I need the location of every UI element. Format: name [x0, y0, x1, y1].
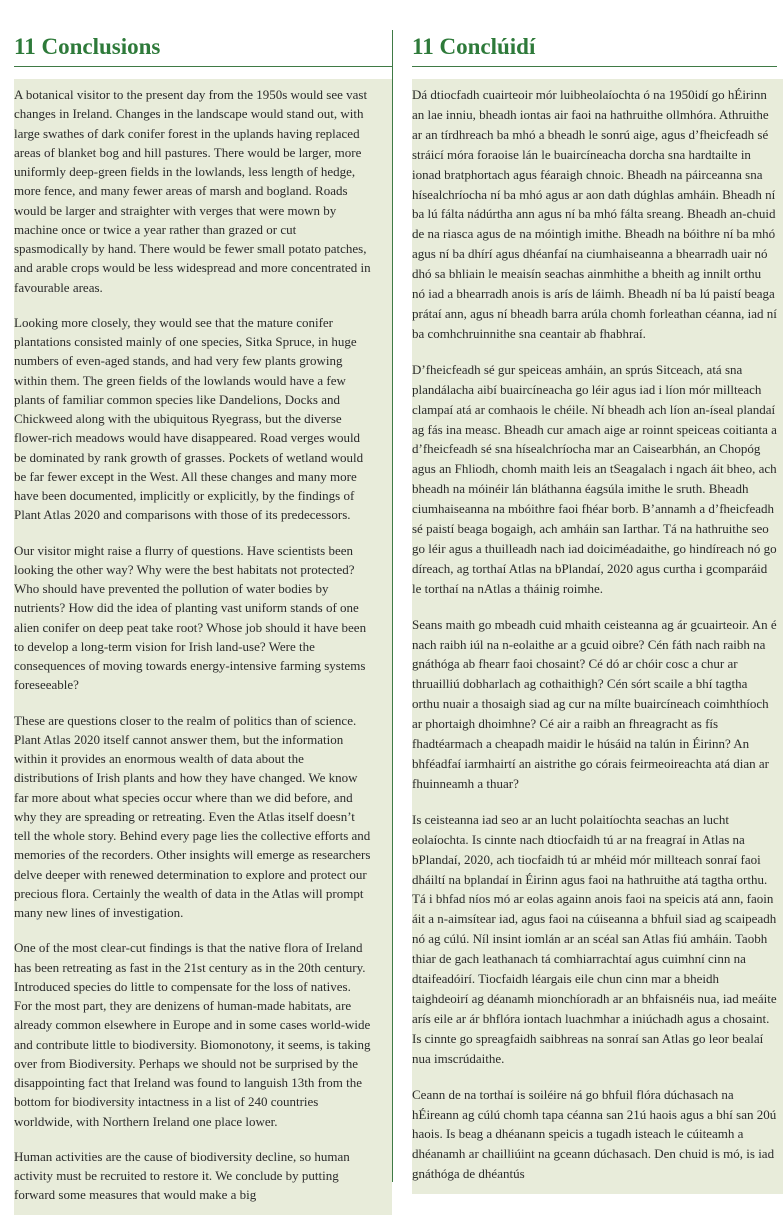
irish-paragraph-4: Is ceisteanna iad seo ar an lucht polaitíochta seachas an lucht eolaíochta. Is cinnte nach dtiocfaidh tú ar na freagraí in Atlas na bPlandaí, 2020, ach tiocfaidh tú ar mhéid mór millteach sonraí faoi dháiltí na bplandaí in Éirinn agus faoi na hathruithe atá tagtha orthu. Tá i bhfad níos mó ar eolas againn anois faoi na speicis atá ann, faoin áit a n-aimsítear iad, agus faoi na cúiseanna a bhfuil siad ag scaipeadh nó ag cúlú. Níl insint iomlán ar an scéal san Atlas fiú amháin. Taobh thiar de gach leathanach tá comhiarrachtaí agus cuimhní cinn na dtaifeadóirí. Tiocfaidh léargais eile chun cinn mar a bheidh taighdeoirí ag déanamh mionchíoradh ar an bhfaisnéis nua, iad meáite arís eile ar ár bhflóra iontach luachmhar a iniúchadh agus a chosaint. Is cinnte go spreagfaidh saibhreas na sonraí san Atlas go leor bealaí nua imscrúdaithe. — [412, 811, 777, 1066]
irish-column — [392, 0, 783, 1200]
english-paragraph-6: Human activities are the cause of biodiversity decline, so human activity must be recruited to restore it. We conclude by putting forward some measures that would make a big — [14, 1148, 350, 1203]
irish-heading: 11 Conclúidí — [412, 34, 536, 59]
english-heading: 11 Conclusions — [14, 34, 161, 59]
irish-paragraph-2: D’fheicfeadh sé gur speiceas amháin, an sprús Sitceach, atá sna plandálacha aibí buaircíneacha go léir agus iad i líon mór millteach clampaí atá ar comhaois le chéile. Ní bheadh ach líon an-íseal plandaí ag fás ina measc. Bheadh cur amach aige ar roinnt speiceas coitianta a d’fheicfeadh sé sna hísealchríocha mar an Caisearbhán, an Chopóg agus an Fhliodh, chomh maith leis an tSeagalach i ngach áit bheo, ach bheadh na móinéir lán bláthanna éagsúla imithe le sruth. Bheadh ciumhaiseanna na mbóithre faoi fhéar borb. B’annamh a d’fheicfeadh sé paistí beaga bogaigh, ach amháin san Iarthar. Tá na hathruithe seo go léir agus a thuilleadh nach iad doiciméadaithe, go hindíreach nó go díreach, ag torthaí Atlas na bPlandaí, 2020 agus curtha i gcomparáid le torthaí na nAtlas a tháinig roimhe. — [412, 361, 777, 596]
english-paragraph-2: Looking more closely, they would see that the mature conifer plantations consisted mainly of one species, Sitka Spruce, in huge numbers of even-aged stands, and had very few plants growing within them. The green fields of the lowlands would have a few plants of familiar common species like Dandelions, Docks and Chickweed along with the ubiquitous Ryegrass, but the diverse flower-rich meadows would have disappeared. Road verges would be dominated by rank growth of grasses. Pockets of wetland would be far fewer except in the West. All these changes and many more have been documented, implicitly or explicitly, by the findings of Plant Atlas 2020 and comparisons with those of its predecessors. — [14, 314, 364, 523]
irish-paragraph-3: Seans maith go mbeadh cuid mhaith ceisteanna ag ár gcuairteoir. An é nach raibh iúl na n-eolaithe ar a gcuid oibre? Cén fáth nach raibh na gnáthóga ab fhearr faoi chosaint? Cé dó ar chóir cosc a chur ar thruailliú dobharlach ag cothaithigh? Cén sórt scaile a bhí tagtha orthu nuair a thosaigh siad ag cur na mílte buaircíneach coimhthíoch ar phortaigh dhoimhne? Cé air a raibh an fhreagracht as fís fhadtéarmach a cheapadh maidir le húsáid na talún in Éirinn? An bhféadfaí iarmhairtí an aistrithe go córais feirmeoireachta atá dian ar fhuinneamh a thuar? — [412, 616, 777, 791]
english-paragraph-5: One of the most clear-cut findings is that the native flora of Ireland has been retreating as fast in the 21st century as in the 20th century. Introduced species do little to compensate for the loss of natives. For the most part, they are denizens of human-made habitats, are already common elsewhere in Europe and in some cases world-wide and contribute little to biodiversity. Biomonotony, it seems, is taking over from Biodiversity. Perhaps we should not be surprised by the disappointing fact that Ireland was found to languish 13th from the bottom for biodiversity intactness in a list of 240 countries worldwide, with Northern Ireland one place lower. — [14, 940, 371, 1129]
english-heading-rule — [14, 66, 392, 67]
irish-paragraph-1: Dá dtiocfadh cuairteoir mór luibheolaíochta ó na 1950idí go hÉirinn an lae inniu, bheadh iontas air faoi na hathruithe ollmhóra. Athruithe ar an tírdhreach ba mhó a bheadh le sonrú aige, agus d’fheicfeadh sé stráicí móra foraoise lán le buaircíneacha dorcha sna hardtailte in ionad bratphortach agus féaraigh chnoic. Bheadh na páirceanna sna hísealchríocha ní ba mhó agus ar aon dath dúghlas amháin. Bheadh ní ba lú fálta nádúrtha ann agus ní ba mhó fálta sreang. Bheadh an-chuid de na riasca agus de na móintigh imithe. Bheadh na bóithre ní ba mhó agus ní ba dhírí agus dhéanfaí na ciumhaiseanna a bhearradh uair nó dhó sa bhliain le meaisín seachas ainmhithe a bheith ag innilt orthu nó iad a bhearradh anois is arís de láimh. Bheadh ní ba lú paistí beaga prátaí ann, agus ní bheadh barra arúla chomh forleathan céanna, iad ní ba comhchruinnithe sna ceantair ab fhabhraí. — [412, 87, 777, 341]
irish-heading-rule — [412, 66, 777, 67]
english-text-box — [14, 79, 392, 1215]
english-column — [0, 0, 392, 1203]
english-paragraph-1: A botanical visitor to the present day from the 1950s would see vast changes in Ireland. Changes in the landscape would stand out, with large swathes of dark conifer forest in the uplands having replaced areas of blanket bog and hill pastures. There would be larger, more uniformly deep-green fields in the lowlands, less length of hedge, more fence, and many fewer areas of marsh and bogland. Roads would be larger and straighter with verges that were mown by machine once or twice a year rather than grazed or cut spasmodically by hand. There would be fewer small potato patches, and arable crops would be less widespread and more concentrated in favourable areas. — [14, 87, 371, 295]
english-paragraph-3: Our visitor might raise a flurry of questions. Have scientists been looking the other way? Why were the best habitats not protected? Who should have prevented the pollution of water bodies by nutrients? How did the idea of planting vast uniform stands of one alien conifer on deep peat take root? Whose job should it have been to develop a long-term vision for Irish land-use? Were the consequences of moving towards energy-intensive farming systems foreseeable? — [14, 542, 367, 693]
english-paragraph-4: These are questions closer to the realm of politics than of science. Plant Atlas 2020 itself cannot answer them, but the information within it provides an enormous wealth of data about the distributions of Irish plants and how they have changed. We know far more about what species occur where than we did before, and why they are spreading or retreating. Even the Atlas itself doesn’t tell the whole story. Behind every page lies the collective efforts and memories of the recorders. Other insights will emerge as researchers delve deeper with renewed determination to explore and protect our precious flora. Certainly the wealth of data in the Atlas will prompt many new lines of investigation. — [14, 712, 371, 920]
irish-text-box — [412, 79, 783, 1194]
irish-paragraph-5: Ceann de na torthaí is soiléire ná go bhfuil flóra dúchasach na hÉireann ag cúlú chomh tapa céanna san 21ú haois agus a bhí san 20ú haois. Is beag a dhéanann speicis a tugadh isteach le cúiteamh a dhéanamh ar chailliúint na gceann dúchasach. Den chuid is mó, is iad gnáthóga de dhéantús — [412, 1086, 777, 1182]
